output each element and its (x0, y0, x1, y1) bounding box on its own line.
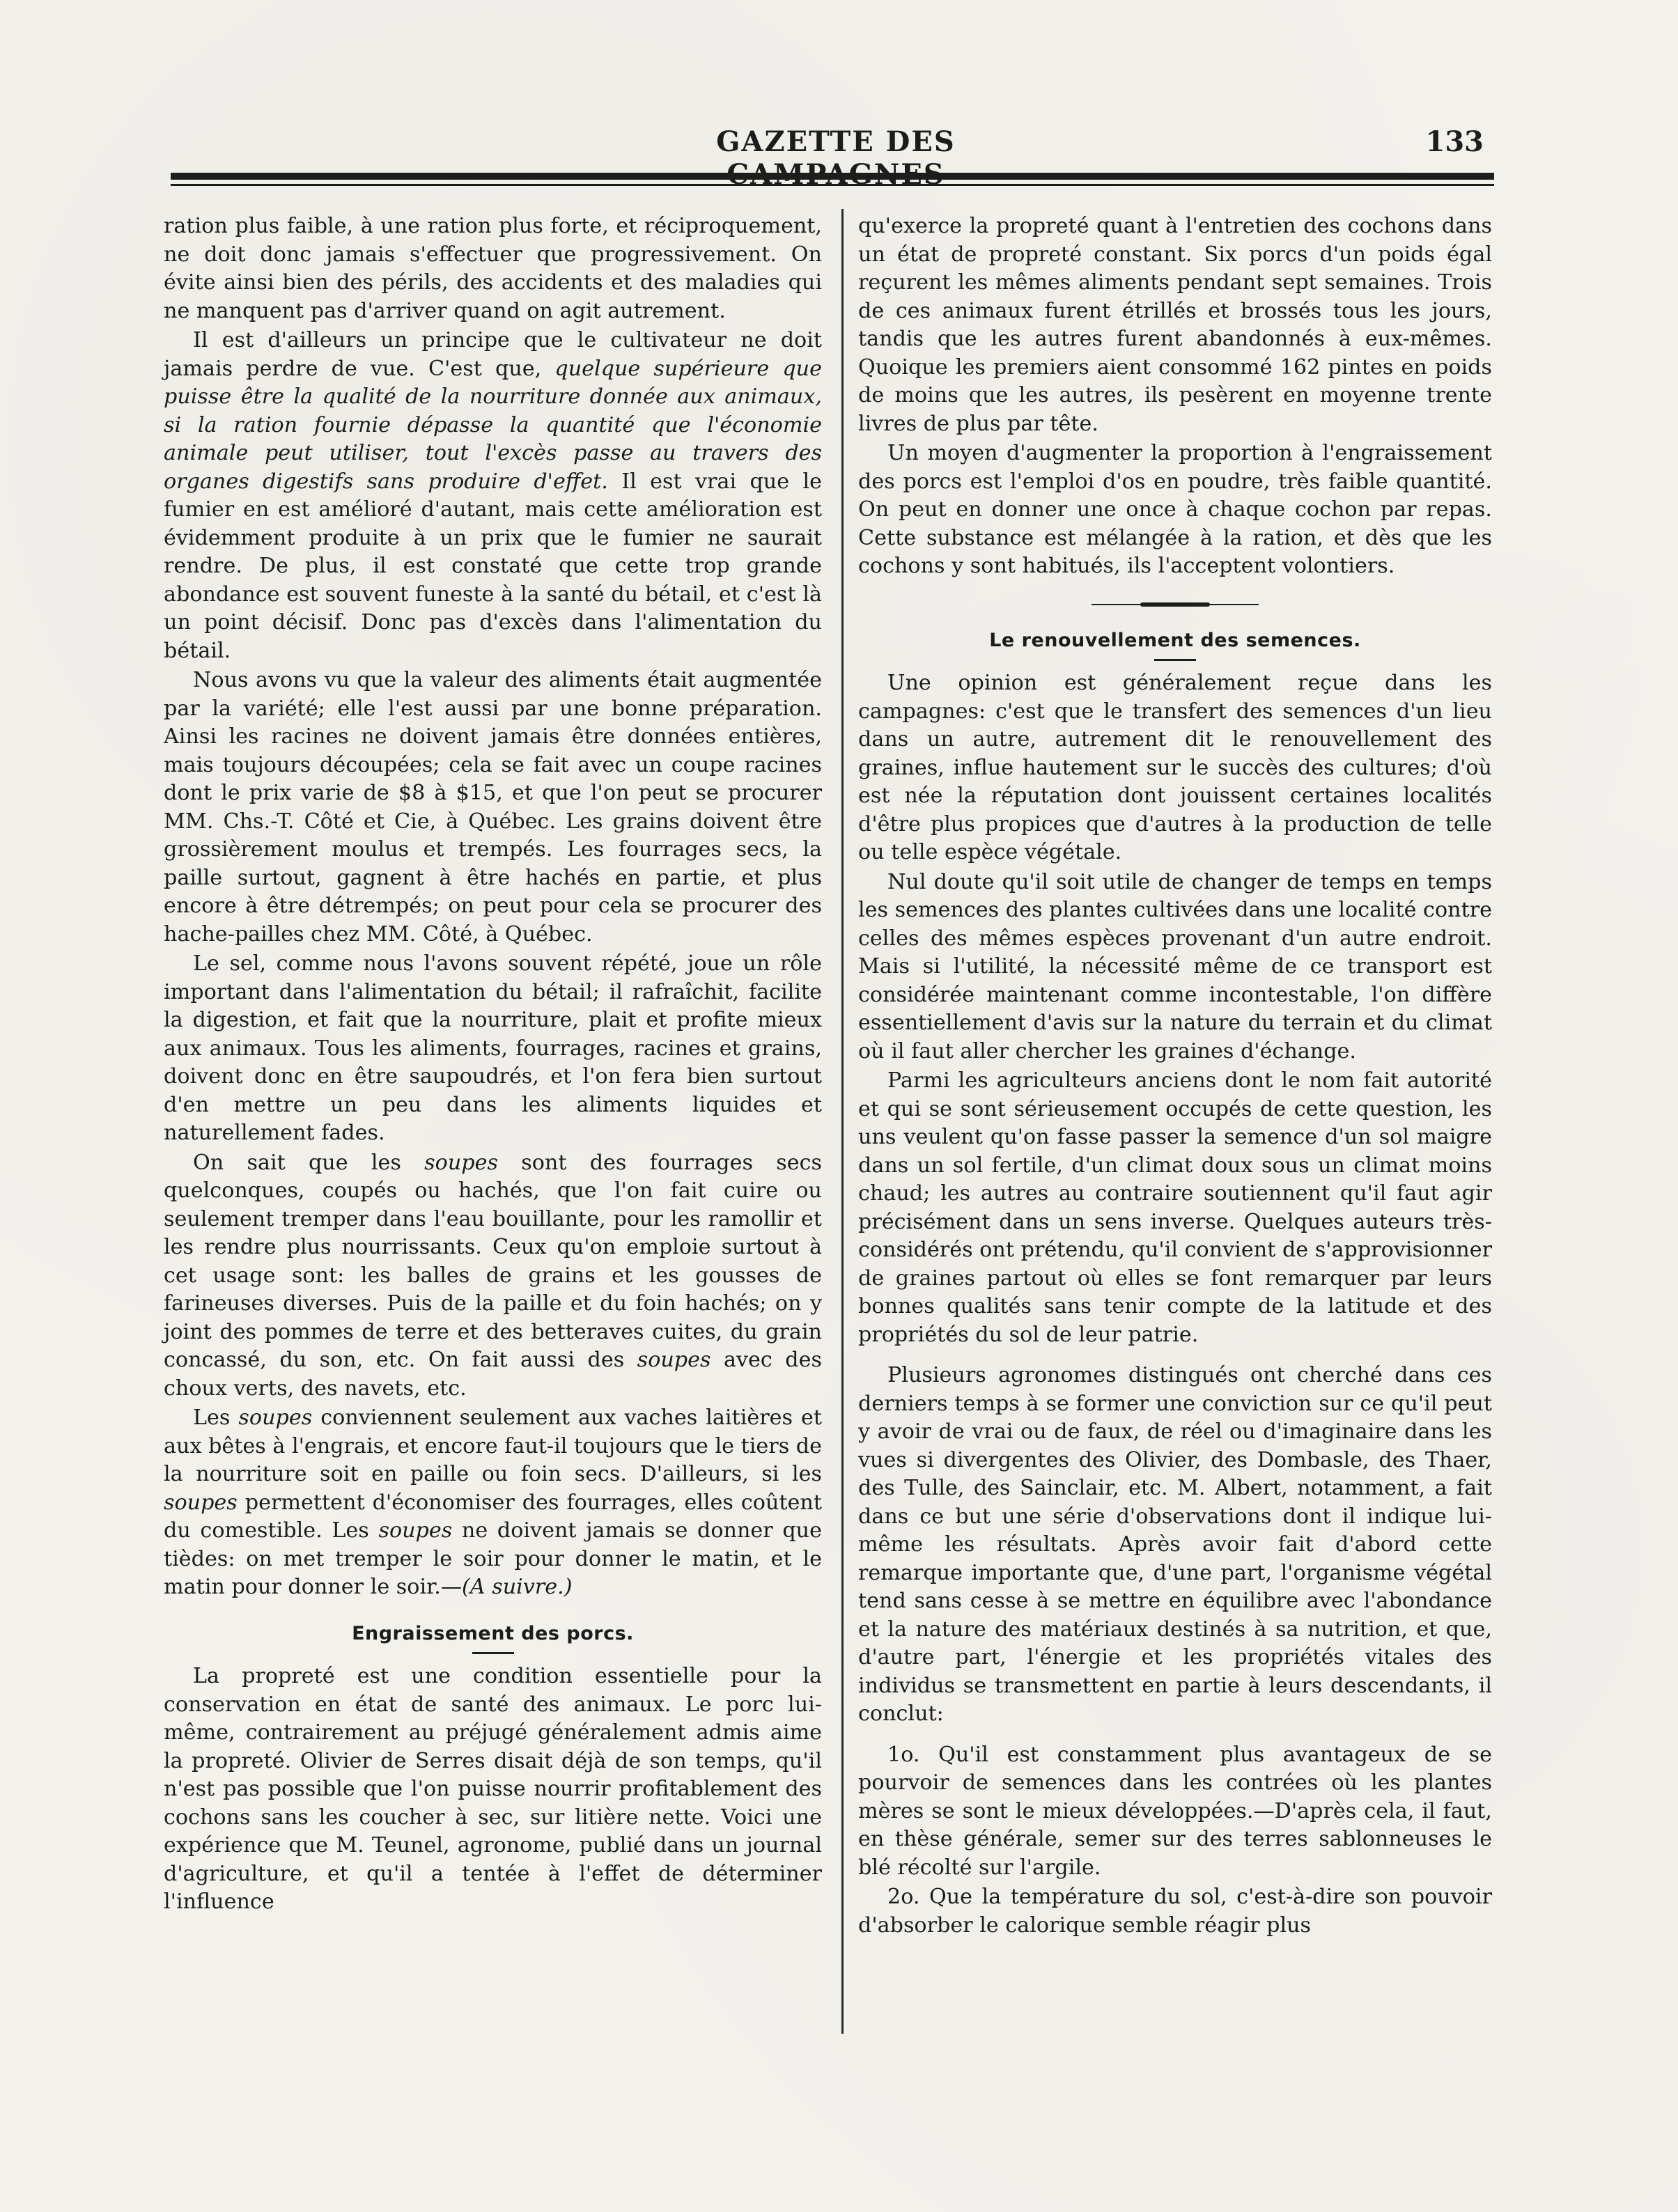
text-run: Les (193, 1405, 239, 1430)
paragraph (164, 1149, 822, 1403)
paragraph (164, 1404, 822, 1602)
italic-text-run: soupes (164, 1490, 238, 1515)
paragraph: Plusieurs agronomes distingués ont cherché dans ces derniers temps à se former une conviction sur ce qu'il peut y avoir de vrai ou de faux, de réel ou d'imaginaire dans les vues si divergentes des Olivier, des Dombasle, des Thaer, des Tulle, des Sainclair, etc. M. Albert, notamment, a fait dans ce but une série d'observations dont il indique lui-même les résultats. Après avoir fait d'abord cette remarque importante que, d'une part, l'organisme végétal tend sans cesse à se mettre en équilibre avec l'abondance et la nature des matériaux destinés à sa nutrition, et que, d'autre part, l'énergie et les propriétés vitales des individus se transmettent en partie à leurs descendants, il conclut: (858, 1363, 1492, 1726)
italic-text-run: soupes (424, 1150, 498, 1175)
paragraph: 2o. Que la température du sol, c'est-à-dire son pouvoir d'absorber le calorique semble réagir plus (858, 1885, 1492, 1938)
text-run: permettent d'économiser des fourrages, elles coûtent du comestible. Les (164, 1490, 822, 1543)
header-rule-thin (171, 184, 1494, 186)
italic-text-run: soupes (378, 1518, 453, 1543)
italic-text-run: soupes (238, 1405, 313, 1430)
left-column (164, 212, 822, 1917)
text-run: Il est d'ailleurs un principe que le cultivateur ne doit jamais perdre de vue. C'est que, (164, 328, 822, 381)
italic-text-run: soupes (637, 1348, 711, 1372)
page-number: 133 (1425, 125, 1484, 158)
section-separator (1092, 600, 1259, 609)
column-divider (841, 209, 844, 2034)
text-run: avec des choux verts, des navets, etc. (164, 1348, 822, 1401)
right-column (858, 212, 1492, 1940)
paragraph: 1o. Qu'il est constamment plus avantageux de se pourvoir de semences dans les contrées où les plantes mères se sont le mieux développées.—D'après cela, il faut, en thèse générale, semer sur des terres sablonneuses le blé récolté sur l'argile. (858, 1742, 1492, 1880)
paragraph: Un moyen d'augmenter la proportion à l'engraissement des porcs est l'emploi d'os en poudre, très faible quantité. On peut en donner une once à chaque cochon par repas. Cette substance est mélangée à la ration, et dès que les cochons y sont habitués, ils l'acceptent volontiers. (858, 441, 1492, 578)
paragraph: qu'exerce la propreté quant à l'entretien des cochons dans un état de propreté constant. Six porcs d'un poids égal reçurent les mêmes aliments pendant sept semaines. Trois de ces animaux furent étrillés et brossés tous les jours, tandis que les autres furent abandonnés à eux-mêmes. Quoique les premiers aient consommé 162 pintes en poids de moins que les autres, ils pesèrent en moyenne trente livres de plus par tête. (858, 214, 1492, 436)
section-heading-seeds: Le renouvellement des semences. (989, 629, 1361, 651)
paragraph: Nous avons vu que la valeur des aliments était augmentée par la variété; elle l'est aussi par une bonne préparation. Ainsi les racines ne doivent jamais être données entières, mais toujours découpées; cela se fait avec un coupe racines dont le prix varie de $8 à $15, et que l'on peut se procurer MM. Chs.-T. Côté et Cie, à Québec. Les grains doivent être grossièrement moulus et trempés. Les fourrages secs, la paille surtout, gagnent à être hachés en partie, et plus encore à être détrempés; on peut pour cela se procurer des hache-pailles chez MM. Côté, à Québec. (164, 668, 822, 947)
paragraph (164, 327, 822, 665)
header-rule-thick (171, 173, 1494, 180)
italic-text-run: quelque supérieure que puisse être la qualité de la nourriture donnée aux animaux, si la ration fournie dépasse la quantité que l'économie animale peut utiliser, tout l'excès passe au travers des organes digestifs sans produire d'effet. (164, 356, 822, 494)
text-run: On sait que les (193, 1150, 425, 1175)
paragraph: La propreté est une condition essentielle pour la conservation en état de santé des animaux. Le porc lui-même, contrairement au préjugé généralement admis aime la propreté. Olivier de Serres disait déjà de son temps, qu'il n'est pas possible que l'on puisse nourrir profitablement des cochons sans les coucher à sec, sur litière nette. Voici une expérience que M. Teunel, agronome, publié dans un journal d'agriculture, et qu'il a tentée à l'effet de déterminer l'influence (164, 1664, 822, 1914)
heading-underline (472, 1652, 514, 1654)
running-title: GAZETTE DES (716, 125, 956, 158)
section-heading-pigs: Engraissement des porcs. (352, 1622, 634, 1644)
text-run: conviennent seulement aux vaches laitières et aux bêtes à l'engrais, et encore faut-il toujours que le tiers de la nourriture soit en paille ou foin secs. D'ailleurs, si les (164, 1405, 823, 1486)
paragraph: Une opinion est généralement reçue dans les campagnes: c'est que le transfert des semences d'un lieu dans un autre, autrement dit le renouvellement des graines, influe hautement sur le succès des cultures; d'où est née la réputation dont jouissent certaines localités d'être plus propices que d'autres à la production de telle ou telle espèce végétale. (858, 671, 1492, 864)
italic-text-run: (A suivre.) (462, 1575, 573, 1599)
text-run: sont des fourrages secs quelconques, coupés ou hachés, que l'on fait cuire ou seulement tremper dans l'eau bouillante, pour les ramollir et les rendre plus nourrissants. Ceux qu'on emploie surtout à cet usage sont: les balles de grains et les gousses de farineuses diverses. Puis de la paille et du foin hachés; on y joint des pommes de terre et des betteraves cuites, du grain concassé, du son, etc. On fait aussi des (164, 1150, 822, 1372)
paragraph: ration plus faible, à une ration plus forte, et réciproquement, ne doit donc jamais s'effectuer que progressivement. On évite ainsi bien des périls, des accidents et des maladies qui ne manquent pas d'arriver quand on agit autrement. (164, 214, 822, 323)
paragraph: Nul doute qu'il soit utile de changer de temps en temps les semences des plantes cultivées dans une localité contre celles des mêmes espèces provenant d'un autre endroit. Mais si l'utilité, la nécessité même de ce transport est considérée maintenant comme incontestable, l'on diffère essentiellement d'avis sur la nature du terrain et du climat où il faut aller chercher les graines d'échange. (858, 869, 1492, 1064)
paragraph: Parmi les agriculteurs anciens dont le nom fait autorité et qui se sont sérieusement occupés de cette question, les uns veulent qu'on fasse passer la semence d'un sol maigre dans un sol fertile, d'un climat doux sous un climat moins chaud; les autres au contraire soutiennent qu'il faut agir précisément dans un sens inverse. Quelques auteurs très-considérés ont prétendu, qu'il convient de s'approvisionner de graines partout où elles se font remarquer par leurs bonnes qualités sans tenir compte de la latitude et des propriétés du sol de leur patrie. (858, 1068, 1492, 1347)
text-run: Il est vrai que le fumier en est amélioré d'autant, mais cette amélioration est évidemment produite à un prix que le fumier ne saurait rendre. De plus, il est constaté que cette trop grande abondance est souvent funeste à la santé du bétail, et c'est là un point décisif. Donc pas d'excès dans l'alimentation du bétail. (164, 469, 822, 663)
text-run: ne doivent jamais se donner que tièdes: on met tremper le soir pour donner le matin, et le matin pour donner le soir.— (164, 1518, 822, 1599)
paragraph: Le sel, comme nous l'avons souvent répété, joue un rôle important dans l'alimentation du bétail; il rafraîchit, facilite la digestion, et fait que la nourriture, plait et profite mieux aux animaux. Tous les aliments, fourrages, racines et grains, doivent donc en être saupoudrés, et l'on fera bien surtout d'en mettre un peu dans les aliments liquides et naturellement fades. (164, 951, 822, 1145)
heading-underline (1154, 659, 1196, 661)
